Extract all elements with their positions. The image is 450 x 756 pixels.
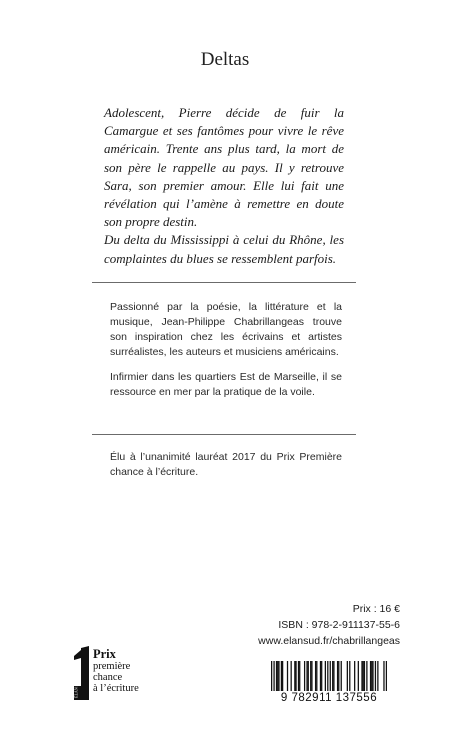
prix-premiere-chance-logo <box>72 646 192 702</box>
barcode-bar <box>371 661 372 691</box>
barcode-bar <box>316 661 317 691</box>
barcode-bar <box>358 661 359 691</box>
synopsis-paragraph: Du delta du Mississippi à celui du Rhône, les complaintes du blues se ressemblent parfois. <box>104 232 344 266</box>
barcode-bar <box>287 661 288 691</box>
logo-line: chance <box>93 672 123 683</box>
isbn: ISBN : 978-2-911137-55-6 <box>278 619 400 631</box>
synopsis <box>104 104 344 268</box>
divider-bottom <box>92 434 356 435</box>
barcode-bar <box>310 661 311 691</box>
barcode-bar <box>338 661 339 691</box>
barcode-bar <box>325 661 326 691</box>
barcode-bar <box>282 661 283 691</box>
svg-text:ÉLAN SUD: ÉLAN SUD <box>73 678 79 698</box>
barcode-bar <box>364 661 365 691</box>
website-link[interactable]: www.elansud.fr/chabrillangeas <box>258 635 400 647</box>
barcode-bar <box>276 661 277 691</box>
barcode-bar <box>278 661 279 691</box>
author-bio <box>110 300 342 410</box>
barcode-bar <box>372 661 373 691</box>
barcode-bar <box>308 661 309 691</box>
logo-line: Prix <box>93 647 116 661</box>
barcode-bar <box>375 661 376 691</box>
divider-top <box>92 282 356 283</box>
bio-paragraph: Passionné par la poésie, la littérature et la musique, Jean-Philippe Chabrillangeas trouve son inspiration chez les écrivains et artistes surréalistes, les auteurs et musiciens américains. <box>110 301 342 358</box>
barcode-bar <box>370 661 371 691</box>
book-meta <box>258 601 400 649</box>
barcode-bar <box>298 661 299 691</box>
barcode-bar <box>347 661 348 691</box>
barcode-bar <box>341 661 342 691</box>
barcode-bar <box>363 661 364 691</box>
synopsis-paragraph: Adolescent, Pierre décide de fuir la Camargue et ses fantômes pour vivre le rêve américain. Trente ans plus tard, la mort de son père le rappelle au pays. Il y retrouve Sara, son premier amour. Elle lui fait une révélation qui l’amène à remettre en doute son propre destin. <box>104 105 344 230</box>
barcode-bar <box>332 661 333 691</box>
barcode-digits: 9 782911 137556 <box>264 691 394 705</box>
barcode-bar <box>304 661 305 691</box>
logo-text <box>93 648 139 694</box>
award-note: Élu à l’unanimité lauréat 2017 du Prix Première chance à l’écriture. <box>110 451 342 478</box>
barcode-bar <box>299 661 300 691</box>
barcode-bar <box>291 661 292 691</box>
logo-line: première <box>93 661 131 672</box>
numeral-one-logo-icon <box>72 646 92 702</box>
barcode-bar <box>377 661 378 691</box>
barcode-bar <box>277 661 278 691</box>
barcode-bar <box>294 661 295 691</box>
bio-paragraph: Infirmier dans les quartiers Est de Marseille, il se ressource en mer par la pratique de la voile. <box>110 371 342 398</box>
book-title: Deltas <box>200 49 250 70</box>
logo-line: à l’écriture <box>93 683 139 694</box>
barcode-bar <box>281 661 282 691</box>
barcode-bar <box>354 661 355 691</box>
barcode-bar <box>311 661 312 691</box>
barcode-bar <box>333 661 334 691</box>
barcode-bar <box>361 661 362 691</box>
barcode-bar <box>349 661 350 691</box>
barcode-bar <box>320 661 321 691</box>
barcode-bar <box>337 661 338 691</box>
barcode-bar <box>295 661 296 691</box>
barcode-bar <box>366 661 367 691</box>
barcode-bar <box>306 661 307 691</box>
barcode-bar <box>315 661 316 691</box>
price: Prix : 16 € <box>352 603 400 615</box>
barcode <box>264 659 394 707</box>
barcode-bar <box>321 661 322 691</box>
